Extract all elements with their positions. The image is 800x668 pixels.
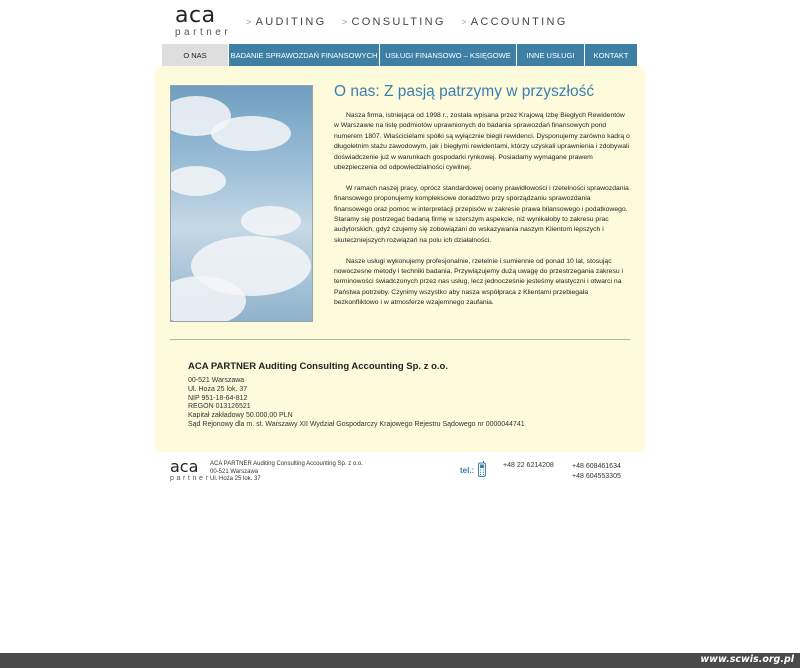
company-postal: 00-521 Warszawa — [188, 377, 245, 384]
footer-address-line: 00-521 Warszawa — [210, 468, 259, 475]
article-paragraph: W ramach naszej pracy, oprócz standardowej oceny prawidłowości i rzetelności sprawozdania finansowego proponujemy kompleksowe doradztwo przy sporządzaniu sprawozdania finansowego oraz pomoc w interpretacji przepisów w zakresie prawa bilansowego i podatkowego. Staramy się postrzegać badaną firmę w szerszym aspekcie, niż wynikałoby to zakresu prac audytorskich, gdyż czujemy się zobowiązani do wskazywania naszym Klientom lepszych i skuteczniejszych rozwiązań na polu ich działalności. — [334, 184, 629, 244]
article-paragraph: Nasze usługi wykonujemy profesjonalnie, rzetelnie i sumiennie od ponad 10 lat, stosując nowoczesne metody i techniki badania. Przywiązujemy dużą uwagę do przestrzegania zakresu i terminowości świadczonych przez nas usług, lecz jednocześnie jesteśmy elastyczni i otwarci na Państwa potrzeby. Czynimy wszystko aby nasza współpraca z Klientami przebiegała bezkonfliktowo i w atmosferze wzajemnego zaufania. — [334, 257, 624, 307]
tagline — [246, 16, 578, 28]
footer-logo[interactable] — [170, 457, 211, 483]
phone-landline: +48 22 6214208 — [503, 462, 554, 469]
footer-address-line: Ul. Hoża 25 lok. 37 — [210, 476, 261, 482]
tagline-accounting: ACCOUNTING — [470, 16, 568, 28]
nav-item-kontakt[interactable]: KONTAKT — [585, 44, 638, 66]
article-paragraph: Nasza firma, istniejąca od 1998 r., została wpisana przez Krajową Izbę Biegłych Rewidentów w Warszawie na listę podmiotów uprawnionych do badania sprawozdań finansowych pond numerem 1807. Właścicielami spółki są wyłącznie biegli rewidenci. Dysponujemy zarówno kadrą o długoletnim stażu zawodowym, jak i biegłymi rewidentami, którzy uzyskali uprawnienia i zdobywali doświadczenie już w warunkach gospodarki rynkowej. Posiadamy wymagane prawem ubezpieczenia od odpowiedzialności cywilnej. — [334, 112, 630, 172]
chevron-right-icon: > — [246, 17, 254, 27]
page-title: O nas: Z pasją patrzymy w przyszłość — [334, 83, 595, 100]
company-details — [188, 377, 525, 430]
nav-item-inne-uslugi[interactable]: INNE USŁUGI — [517, 44, 585, 66]
divider — [170, 339, 630, 340]
company-name: ACA PARTNER Auditing Consulting Accounting Sp. z o.o. — [188, 361, 448, 372]
phone-mobile-list — [572, 462, 621, 482]
tagline-auditing: AUDITING — [255, 16, 327, 28]
phone-mobile: +48 608461634 — [572, 463, 621, 470]
tel-label: tel.: — [460, 466, 475, 475]
footer-address — [210, 461, 363, 484]
logo[interactable] — [175, 3, 235, 40]
nav-item-o-nas[interactable]: O NAS — [162, 44, 229, 66]
company-court: Sąd Rejonowy dla m. st. Warszawy XII Wydział Gospodarczy Krajowego Rejestru Sądowego nr 0000044741 — [188, 420, 525, 428]
sky-clouds-image — [170, 85, 313, 322]
logo-partner-text: partner — [175, 27, 232, 38]
tagline-consulting: CONSULTING — [351, 16, 446, 28]
company-street: Ul. Hoża 25 lok. 37 — [188, 385, 248, 393]
main-nav — [162, 44, 638, 66]
company-nip: NIP 951-18-64-812 — [188, 394, 248, 402]
chevron-right-icon: > — [461, 17, 469, 27]
footer-address-line: ACA PARTNER Auditing Consulting Accounting Sp. z o.o. — [210, 461, 363, 467]
bottom-bar — [0, 653, 800, 668]
nav-item-uslugi-finansowo-ksiegowe[interactable]: USŁUGI FINANSOWO – KSIĘGOWE — [380, 44, 517, 66]
footer-logo-aca-text: aca — [170, 457, 199, 476]
nav-item-badanie-sprawozdan[interactable]: BADANIE SPRAWOZDAŃ FINANSOWYCH — [229, 44, 380, 66]
phone-mobile: +48 604553305 — [572, 473, 621, 480]
chevron-right-icon: > — [341, 17, 350, 27]
logo-aca-text: aca — [175, 3, 216, 28]
company-regon: REGON 013126521 — [188, 403, 251, 411]
company-capital: Kapitał zakładowy 50.000,00 PLN — [188, 412, 293, 420]
watermark: www.scwis.org.pl — [700, 654, 794, 665]
about-article — [334, 111, 630, 319]
mobile-phone-icon — [478, 461, 486, 477]
footer-logo-partner-text: partner — [170, 475, 211, 482]
